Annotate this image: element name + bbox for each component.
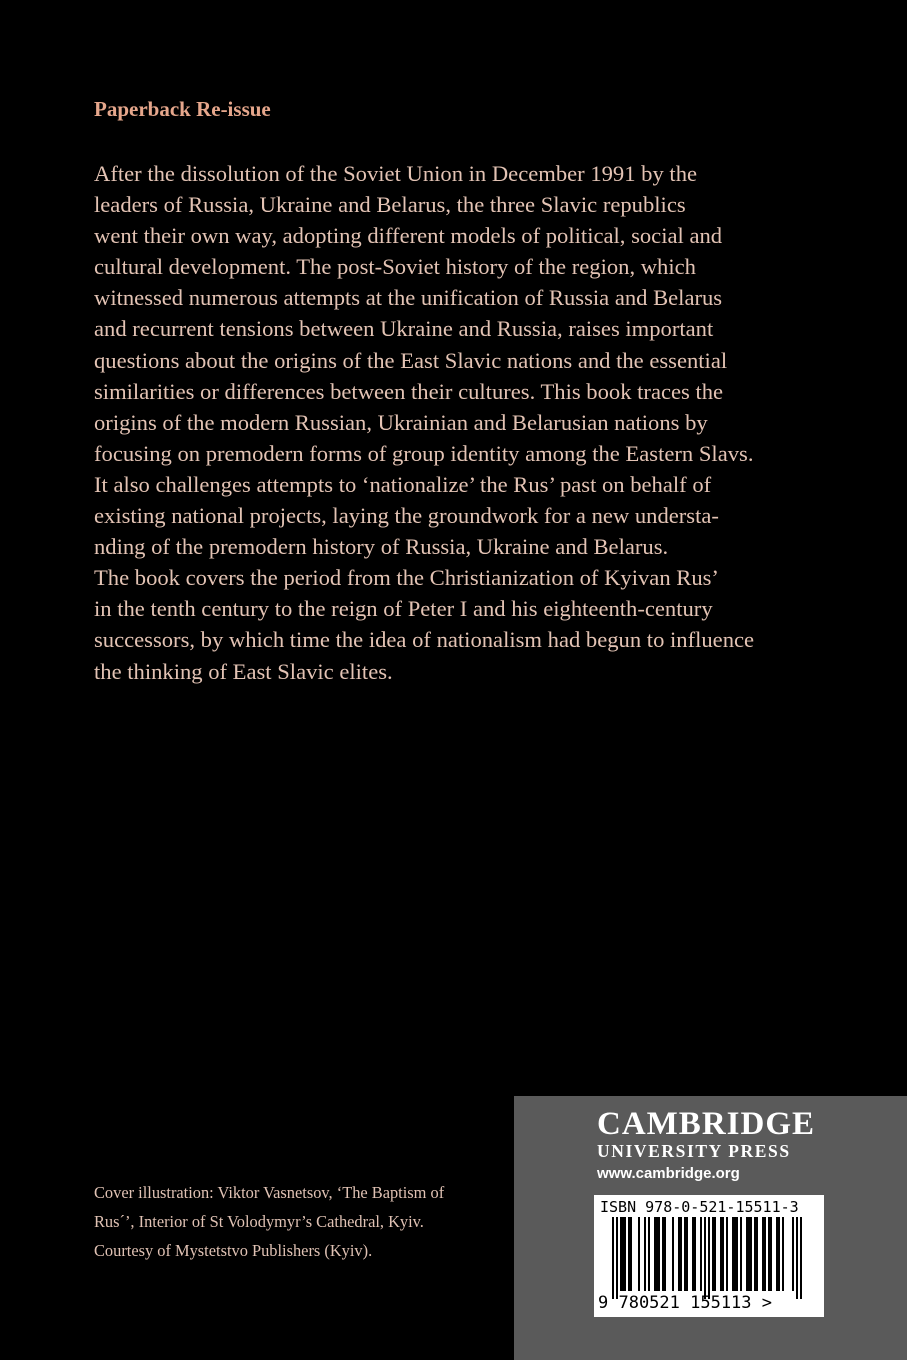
blurb-line: witnessed numerous attempts at the unification of Russia and Belarus: [94, 285, 723, 311]
barcode-bar: [686, 1217, 688, 1291]
isbn-label: ISBN 978-0-521-15511-3: [600, 1198, 799, 1216]
barcode-bar: [770, 1217, 772, 1291]
publisher-subname: UNIVERSITY PRESS: [597, 1141, 791, 1161]
barcode-bar: [746, 1217, 748, 1291]
blurb-line: It also challenges attempts to ‘nationalize’ the Rus’ past on behalf of: [94, 471, 712, 497]
barcode-bar: [722, 1217, 724, 1291]
barcode-bar: [732, 1217, 734, 1291]
barcode-bar: [704, 1217, 706, 1299]
blurb-line: in the tenth century to the reign of Peter I and his eighteenth-century: [94, 596, 713, 622]
barcode-bar: [662, 1217, 664, 1291]
barcode-bar: [736, 1217, 738, 1291]
barcode-bar: [754, 1217, 756, 1291]
barcode-bar: [622, 1217, 624, 1291]
blurb-line: The book covers the period from the Christianization of Kyivan Rus’: [94, 565, 719, 591]
barcode-bar: [712, 1217, 714, 1291]
barcode-bar: [680, 1217, 682, 1291]
barcode-bar: [616, 1217, 618, 1299]
barcode-bar: [648, 1217, 650, 1291]
barcode-bar: [720, 1217, 722, 1291]
barcode-bar: [678, 1217, 680, 1291]
barcode-bar: [762, 1217, 764, 1291]
blurb-line: successors, by which time the idea of nationalism had begun to influence: [94, 627, 755, 653]
barcode-bar: [768, 1217, 770, 1291]
barcode-bar: [764, 1217, 766, 1291]
barcode-bar: [700, 1217, 702, 1291]
credit-line: Cover illustration: Viktor Vasnetsov, ‘The Baptism of: [94, 1183, 445, 1202]
barcode-bar: [630, 1217, 632, 1291]
blurb-line: nding of the premodern history of Russia, Ukraine and Belarus.: [94, 534, 669, 560]
barcode-bar: [684, 1217, 686, 1291]
barcode-bar: [740, 1217, 742, 1291]
barcode-bar: [694, 1217, 696, 1291]
publisher-panel: [514, 1096, 907, 1360]
barcode-bar: [708, 1217, 710, 1299]
barcode-bar: [714, 1217, 716, 1291]
barcode-bar: [756, 1217, 758, 1291]
barcode-bar: [658, 1217, 660, 1291]
barcode-bar: [692, 1217, 694, 1291]
blurb-line: focusing on premodern forms of group identity among the Eastern Slavs.: [94, 440, 754, 466]
barcode-bar: [726, 1217, 728, 1291]
barcode-bar: [624, 1217, 626, 1291]
barcode-bar: [792, 1217, 794, 1291]
barcode-digits: 9 780521 155113 >: [598, 1293, 772, 1313]
barcode-bar: [654, 1217, 656, 1291]
blurb-line: the thinking of East Slavic elites.: [94, 658, 393, 684]
barcode-bar: [620, 1217, 622, 1291]
blurb-line: existing national projects, laying the groundwork for a new understa-: [94, 503, 719, 529]
cover-credit: [94, 1178, 504, 1265]
isbn-barcode: [594, 1195, 824, 1317]
blurb-line: and recurrent tensions between Ukraine and Russia, raises important: [94, 316, 714, 342]
barcode-bar: [748, 1217, 750, 1291]
publisher-name: CAMBRIDGE: [597, 1106, 816, 1142]
blurb-text: [94, 158, 834, 687]
barcode-bar: [750, 1217, 752, 1291]
barcode-bar: [628, 1217, 630, 1291]
barcode-bar: [664, 1217, 666, 1291]
blurb-line: similarities or differences between their cultures. This book traces the: [94, 378, 724, 404]
barcode-bar: [638, 1217, 640, 1291]
blurb-line: After the dissolution of the Soviet Union in December 1991 by the: [94, 161, 698, 186]
credit-line: Courtesy of Mystetstvo Publishers (Kyiv).: [94, 1241, 373, 1260]
blurb-line: cultural development. The post-Soviet history of the region, which: [94, 254, 696, 280]
blurb-line: went their own way, adopting different models of political, social and: [94, 223, 723, 249]
section-heading: Paperback Re-issue: [94, 97, 271, 121]
credit-line: Rus´’, Interior of St Volodymyr’s Cathedral, Kyiv.: [94, 1212, 424, 1231]
blurb-line: leaders of Russia, Ukraine and Belarus, the three Slavic republics: [94, 192, 686, 218]
barcode-bar: [612, 1217, 614, 1299]
barcode-bar: [656, 1217, 658, 1291]
barcode-bar: [800, 1217, 802, 1299]
barcode-bar: [644, 1217, 646, 1291]
barcode-bar: [734, 1217, 736, 1291]
barcode-bar: [672, 1217, 674, 1291]
barcode-bar: [778, 1217, 780, 1291]
publisher-url: www.cambridge.org: [597, 1165, 740, 1182]
blurb-line: questions about the origins of the East Slavic nations and the essential: [94, 347, 728, 373]
blurb-line: origins of the modern Russian, Ukrainian and Belarusian nations by: [94, 409, 708, 435]
barcode-bar: [782, 1217, 784, 1291]
barcode-bar: [796, 1217, 798, 1299]
barcode-bar: [776, 1217, 778, 1291]
